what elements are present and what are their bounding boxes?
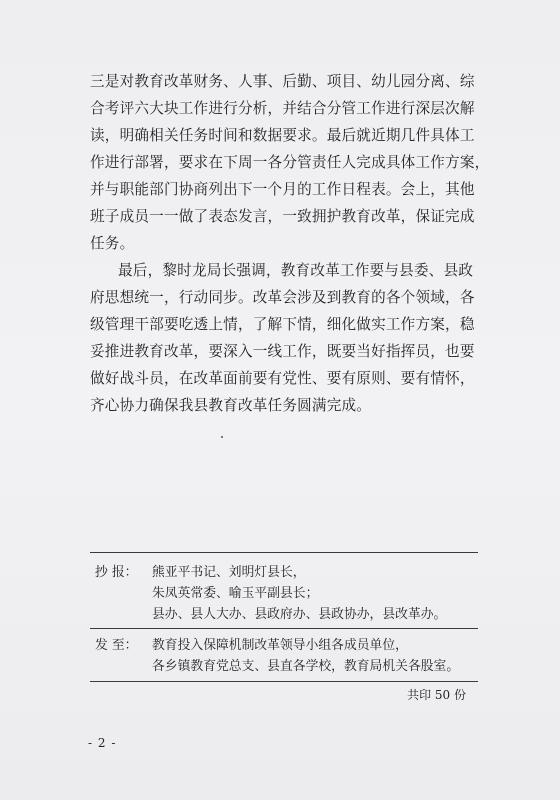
cc-recipients [152, 562, 480, 625]
paragraph-line: 任务。 [90, 235, 135, 252]
paragraph-2 [90, 257, 486, 419]
paragraph-line: 并与职能部门协商列出下一个月的工作日程表。会上，其他 [90, 181, 475, 198]
divider-bottom [90, 681, 478, 682]
paragraph-line: 府思想统一，行动同步。改革会涉及到教育的各个领域，各 [90, 289, 475, 306]
send-line: 教育投入保障机制改革领导小组各成员单位， [152, 638, 408, 653]
cc-block [90, 553, 480, 628]
print-count: 共印 50 份 [407, 688, 466, 702]
paragraph-line: 最后，黎时龙局长强调，教育改革工作要与县委、县政 [118, 262, 474, 279]
paragraph-line: 读，明确相关任务时间和数据要求。最后就近期几件具体工 [90, 127, 475, 144]
paragraph-1 [90, 68, 490, 257]
send-label: 发 至： [95, 638, 138, 653]
paragraph-line: 作进行部署，要求在下周一各分管责任人完成具体工作方案， [90, 154, 490, 171]
cc-line: 县办、县人大办、县政府办、县政协办，县改革办。 [152, 607, 447, 622]
cc-line: 熊亚平书记、刘明灯县长， [152, 565, 306, 580]
stray-mark [221, 436, 223, 438]
send-block [90, 629, 480, 681]
send-recipients [152, 635, 480, 677]
document-body [90, 68, 490, 419]
paragraph-line: 班子成员一一做了表态发言，一致拥护教育改革，保证完成 [90, 208, 475, 225]
cc-label: 抄 报： [95, 565, 138, 580]
page-number: - 2 - [88, 736, 117, 750]
cc-line: 朱凤英常委、喻玉平副县长； [152, 586, 319, 601]
distribution-footer [90, 552, 480, 703]
send-line: 各乡镇教育党总支、县直各学校，教育局机关各股室。 [152, 659, 460, 674]
paragraph-line: 做好战斗员，在改革面前要有党性、要有原则、要有情怀， [90, 370, 475, 387]
paragraph-line: 级管理干部要吃透上情，了解下情，细化做实工作方案，稳 [90, 316, 475, 333]
paragraph-line: 合考评六大块工作进行分析，并结合分管工作进行深层次解 [90, 100, 475, 117]
paragraph-line: 齐心协力确保我县教育改革任务圆满完成。 [90, 397, 372, 414]
paragraph-line: 三是对教育改革财务、人事、后勤、项目、幼儿园分离、综 [90, 73, 475, 90]
paragraph-line: 妥推进教育改革，要深入一线工作，既要当好指挥员，也要 [90, 343, 475, 360]
